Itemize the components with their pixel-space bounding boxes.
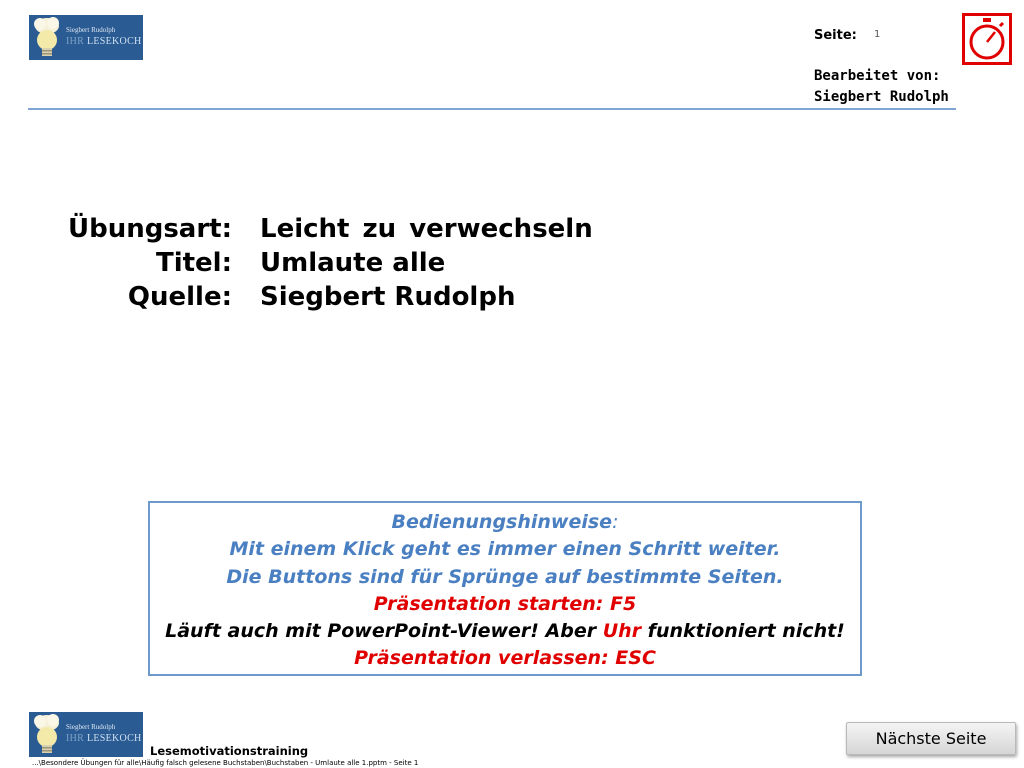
logo-line2: IHR LESEKOCH [66,36,142,47]
footer-lesekoch-logo [29,712,143,757]
instructions-line-click: Mit einem Klick geht es immer einen Schritt weiter. [229,538,781,561]
instructions-line-start: Präsentation starten: F5 [373,592,637,615]
logo-line2: IHR LESEKOCH [66,733,142,744]
instructions-box [148,501,862,676]
edited-by-name: Siegbert Rudolph [814,89,949,105]
lightbulb-chef-icon [29,15,65,60]
logo-line1: Siegbert Rudolph [66,26,116,34]
info-labels [60,212,232,314]
instructions-line-exit: Präsentation verlassen: ESC [354,647,656,670]
edited-by [814,66,949,108]
lesekoch-logo [29,15,143,60]
lightbulb-chef-icon [29,712,65,757]
source-value: Siegbert Rudolph [260,282,516,312]
page-number: 1 [874,29,881,40]
header-divider [28,108,956,110]
next-page-button[interactable]: Nächste Seite [846,722,1016,755]
stopwatch-icon [962,13,1012,65]
source-label: Quelle: [127,282,232,312]
footer-file-path: ...\Besondere Übungen für alle\Häufig falsch gelesene Buchstaben\Buchstaben - Umlaute alle 1.pptm - Seite 1 [32,759,419,767]
page-label: Seite: [814,28,857,43]
exercise-type-value: Leicht zu verwechseln [260,214,593,244]
instructions-line-viewer: Läuft auch mit PowerPoint-Viewer! Aber Uhr funktioniert nicht! [165,620,845,643]
edited-by-label: Bearbeitet von: [814,68,941,84]
stopwatch-button[interactable] [962,13,1012,65]
exercise-type-label: Übungsart: [67,214,232,244]
title-label: Titel: [155,248,232,278]
info-values [260,212,860,314]
footer-app-name: Lesemotivationstraining [150,744,309,758]
instructions-line-buttons: Die Buttons sind für Sprünge auf bestimmte Seiten. [226,565,784,588]
instructions-heading: Bedienungshinweise: [391,511,619,533]
logo-line1: Siegbert Rudolph [66,723,116,731]
title-value: Umlaute alle [260,248,446,278]
